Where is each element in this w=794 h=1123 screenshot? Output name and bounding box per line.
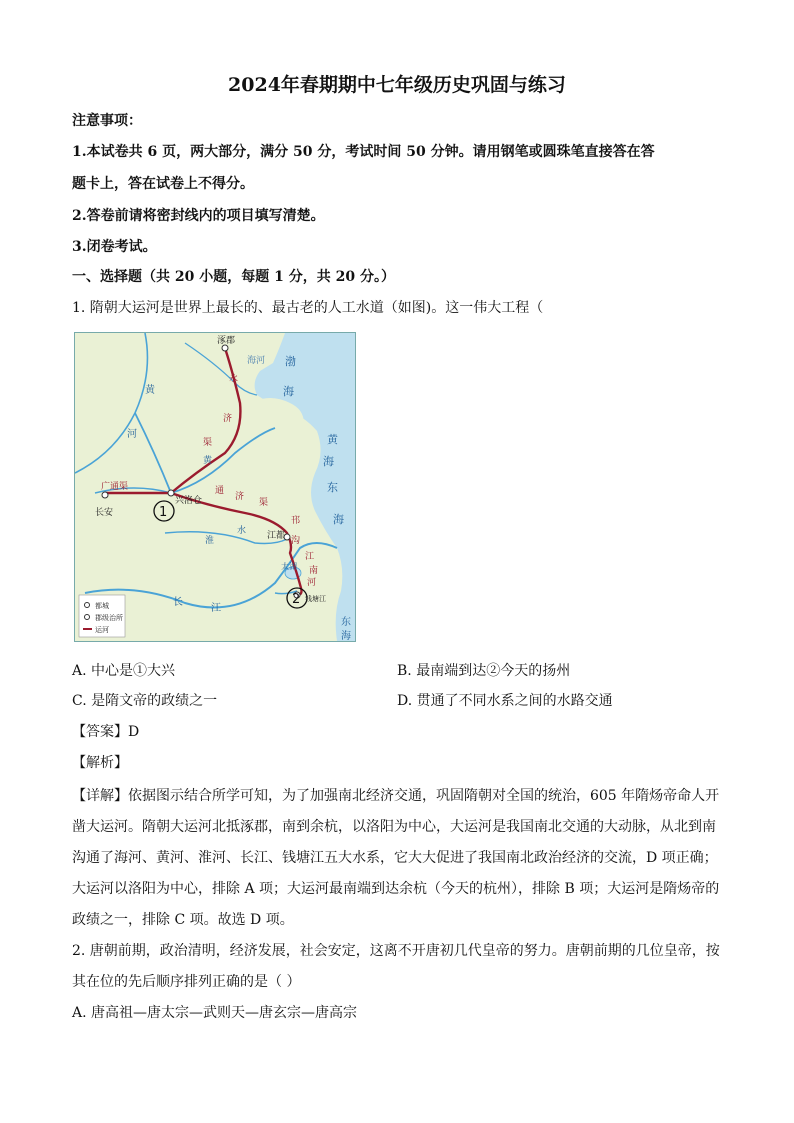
notice-item-3: 3.闭卷考试。	[72, 239, 157, 255]
label-xingluocang: 兴洛仓	[175, 496, 203, 506]
label-huanghai-2: 海	[323, 455, 334, 468]
label-gou: 沟	[291, 536, 301, 546]
question-1-option-a: A. 中心是①大兴	[72, 663, 176, 679]
hai-river	[185, 343, 257, 395]
label-donghai-3: 东	[341, 617, 351, 628]
label-jiang-south: 江	[305, 552, 315, 562]
question-1-detail-line-3: 沟通了海河、黄河、淮河、长江、钱塘江五大水系，它大大促进了我国南北政治经济的交流，D 项正确；	[72, 850, 718, 866]
label-huai: 淮	[205, 536, 215, 546]
label-huang: 黄	[145, 385, 155, 396]
legend-capital: 都城	[95, 602, 109, 610]
label-taihu: 太湖	[281, 562, 297, 571]
question-2-stem-line-2: 其在位的先后顺序排列正确的是（ ）	[72, 974, 301, 990]
question-1-option-b: B. 最南端到达②今天的扬州	[397, 663, 571, 679]
luoyang-marker	[168, 490, 174, 496]
legend-prefecture: 郡级治所	[95, 614, 123, 622]
changan-marker	[102, 492, 108, 498]
label-huanghai-1: 黄	[327, 433, 338, 446]
question-2-stem-line-1: 2. 唐朝前期，政治清明，经济发展，社会安定，这离不开唐初几代皇帝的努力。唐朝前期的几位皇帝，按	[72, 943, 720, 959]
legend-prefecture-icon	[85, 615, 90, 620]
label-qiantangjiang: 钱塘江	[305, 595, 326, 603]
label-qu-2: 渠	[259, 498, 269, 508]
notice-item-1-line-2: 题卡上，答在试卷上不得分。	[72, 176, 254, 192]
label-he: 河	[127, 429, 137, 440]
label-he-south: 河	[307, 578, 317, 588]
label-donghai-2: 海	[333, 513, 344, 526]
section-heading: 一、选择题（共 20 小题，每题 1 分，共 20 分。）	[72, 269, 395, 285]
label-haihe: 海河	[247, 356, 266, 366]
label-changan: 长安	[95, 508, 114, 518]
map-svg	[75, 333, 355, 641]
label-zhuojun: 涿郡	[217, 336, 236, 346]
legend-capital-icon	[85, 603, 90, 608]
page-title: 2024年春期期中七年级历史巩固与练习	[228, 74, 566, 96]
label-shui: 水	[237, 526, 247, 536]
label-bohai-1: 渤	[285, 355, 296, 368]
question-1-detail-line-1: 【详解】依据图示结合所学可知，为了加强南北经济交通，巩固隋朝对全国的统治，605 年隋炀帝命人开	[72, 788, 720, 804]
question-1-analysis-label: 【解析】	[72, 755, 128, 771]
label-guangtongqu: 广通渠	[101, 482, 129, 492]
label-ji: 济	[223, 414, 233, 424]
notice-heading: 注意事项：	[72, 113, 142, 129]
yellow-river	[135, 413, 275, 493]
notice-item-1-line-1: 1.本试卷共 6 页，两大部分，满分 50 分，考试时间 50 分钟。请用钢笔或圆珠笔直接答在答	[72, 144, 655, 160]
question-1-detail-line-2: 凿大运河。隋朝大运河北抵涿郡，南到余杭，以洛阳为中心，大运河是我国南北交通的大动脉，从北到南	[72, 819, 716, 835]
grand-canal-map	[74, 332, 356, 642]
question-2-option-a: A. 唐高祖—唐太宗—武则天—唐玄宗—唐高宗	[72, 1005, 358, 1021]
label-yong: 永	[229, 374, 239, 384]
label-nan: 南	[309, 566, 319, 576]
label-bohai-2: 海	[283, 385, 294, 398]
question-1-detail-line-4: 大运河以洛阳为中心，排除 A 项；大运河最南端到达余杭（今天的杭州），排除 B 项；大运河是隋炀帝的	[72, 881, 720, 897]
question-1-option-d: D. 贯通了不同水系之间的水路交通	[397, 693, 613, 709]
question-1-detail-line-5: 政绩之一，排除 C 项。故选 D 项。	[72, 912, 294, 928]
label-circle-2: 2	[292, 592, 301, 607]
question-1-stem: 1. 隋朝大运河是世界上最长的、最古老的人工水道（如图)。这一伟大工程（	[72, 300, 544, 316]
label-circle-1: 1	[159, 505, 168, 520]
legend-canal: 运河	[95, 626, 109, 634]
question-1-answer: 【答案】D	[72, 724, 140, 740]
label-donghai-1: 东	[327, 481, 338, 494]
label-donghai-4: 海	[341, 631, 351, 641]
label-jiangdu: 江都	[267, 531, 286, 541]
label-jiang: 江	[211, 603, 221, 614]
upper-yellow-river	[75, 333, 147, 473]
label-qu: 渠	[203, 438, 213, 448]
question-1-option-c: C. 是隋文帝的政绩之一	[72, 693, 218, 709]
notice-item-2: 2.答卷前请将密封线内的项目填写清楚。	[72, 208, 325, 224]
label-ji-2: 济	[235, 492, 245, 502]
label-chang: 长	[173, 597, 183, 608]
label-tong: 通	[215, 486, 225, 496]
label-huang-2: 黄	[203, 456, 213, 466]
label-han: 邗	[291, 516, 301, 526]
